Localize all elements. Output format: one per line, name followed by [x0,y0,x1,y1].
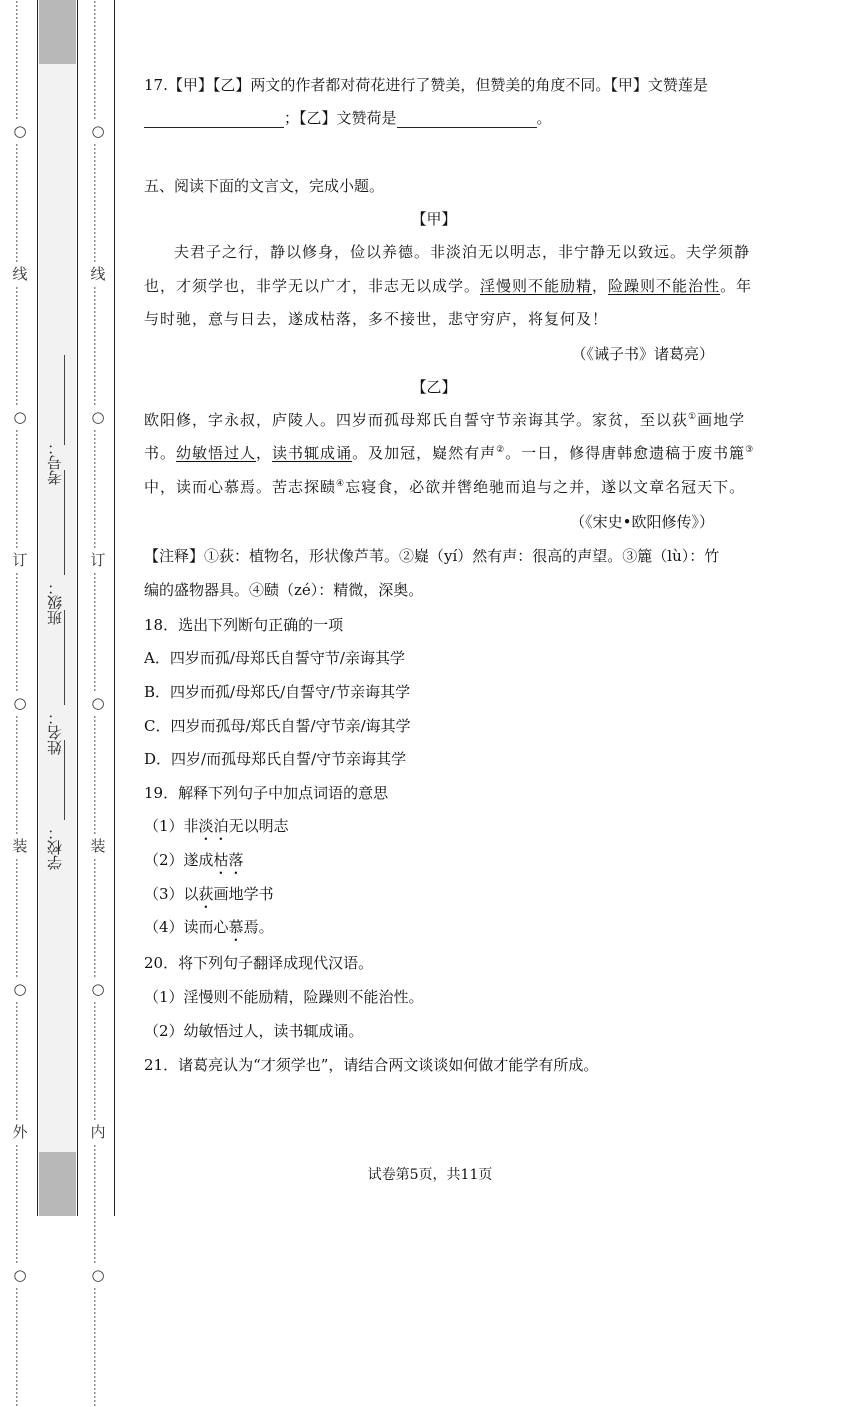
yi-line1-end: 画地学 [697,411,746,429]
binding-rule-left [37,0,38,1216]
yi-line2-d: 。一日，修得唐韩愈遗稿于废书簏 [505,444,746,462]
q18-stem: 18．选出下列断句正确的一项 [144,616,344,634]
q17-answer-blank-2[interactable] [397,113,537,128]
inner-nei-mark: 内 [90,1123,106,1141]
outer-line-mark: 线 [12,265,28,283]
name-blank [64,610,65,705]
q20-stem: 20．将下列句子翻译成现代汉语。 [144,954,374,972]
q19-item-4 [144,916,274,945]
q19-item-2 [144,849,244,878]
outer-circle-mark: ○ [13,122,27,140]
inner-circle-mark: ○ [91,122,105,140]
exam-number-label: 考号： [46,440,64,485]
q19-item-4-pre: （4）读而心 [144,918,229,936]
jia-line3: 与时驰，意与日去，遂成枯落，多不接世，悲守穷庐，将复何及！ [144,310,609,328]
jia-line2-a: 也，才须学也，非学无以广才，非志无以成学。 [144,277,481,295]
inner-zhuang-mark: 装 [90,837,106,855]
binding-margin [0,0,116,1407]
q17-mid-text: ；【乙】文赞荷是 [284,109,397,127]
school-blank [64,740,65,820]
q17-line1: 17.【甲】【乙】两文的作者都对荷花进行了赞美，但赞美的角度不同。【甲】文赞莲是 [144,76,708,94]
footnote-ref-1: ① [688,412,698,422]
outer-circle-mark: ○ [13,408,27,426]
inner-ding-mark: 订 [90,551,106,569]
binding-rule-right [114,0,115,1216]
inner-circle-mark: ○ [91,980,105,998]
q19-item-1 [144,815,289,844]
class-field[interactable] [44,580,72,625]
jia-line2 [144,275,752,296]
outer-circle-mark: ○ [13,980,27,998]
q19-item-2-dotted-word: 枯落 [213,851,244,869]
outer-circle-mark: ○ [13,694,27,712]
q17-line2 [144,107,552,128]
school-field[interactable] [44,825,72,870]
class-blank [64,470,65,575]
name-field[interactable] [44,710,72,755]
footnote-ref-2: ② [496,445,506,455]
exam-number-field[interactable] [44,440,72,485]
jia-title: 【甲】 [411,210,457,228]
yi-line2-c: 。及加冠，嶷然有声 [352,444,497,462]
q18-option-d[interactable]: D．四岁/而孤母郑氏自誓/守节亲诲其学 [144,750,407,768]
q17-answer-blank-1[interactable] [144,113,284,128]
yi-line3 [144,476,745,497]
outer-seal-line: ………………………… ○ ………………………… 线 ………………………… ○ ………………………… 订 ………………………… ○ ………………………… 装 ………………………… ○ ………………………… 外 ………………………… ○ ………………………… [12,0,28,1407]
q19-item-4-dotted-word: 慕 [228,918,244,936]
q19-item-1-post: 无以明志 [228,817,289,835]
jia-source: （《诫子书》诸葛亮） [571,345,714,363]
q19-stem: 19．解释下列句子中加点词语的意思 [144,784,389,802]
notes-line2: 编的盛物器具。④赜（zé）：精微，深奥。 [144,581,424,599]
q19-item-1-pre: （1）非 [144,817,199,835]
q17-end-text: 。 [536,109,552,127]
binding-rule-middle [77,0,78,1216]
outer-wai-mark: 外 [12,1123,28,1141]
yi-line3-a: 中，读而心慕焉。苦志探赜 [144,478,337,496]
outer-ding-mark: 订 [12,551,28,569]
footnote-ref-4: ④ [336,479,346,489]
inner-seal-line: ………………………… ○ ………………………… 线 ………………………… ○ ………………………… 订 ………………………… ○ ………………………… 装 ………………………… ○ ………………………… 内 ………………………… ○ ………………………… [90,0,106,1407]
q19-item-3 [144,883,274,912]
yi-line2 [144,442,754,463]
yi-source: （《宋史•欧阳修传》） [570,513,714,531]
yi-underlined-phrase-2: 读书辄成诵 [272,444,353,462]
inner-circle-mark: ○ [91,1266,105,1284]
class-label: 班级： [46,580,64,625]
q20-item-2: （2）幼敏悟过人，读书辄成诵。 [144,1022,364,1040]
page-footer: 试卷第5页，共11页 [367,1167,493,1183]
binding-gray-top [39,0,76,64]
q18-option-b[interactable]: B．四岁而孤/母郑氏/自誓守/节亲诲其学 [144,683,411,701]
jia-underlined-phrase-2: 险躁则不能治性 [608,277,721,295]
inner-circle-mark: ○ [91,694,105,712]
school-label: 学校： [46,825,64,870]
q20-item-1: （1）淫慢则不能励精，险躁则不能治性。 [144,988,424,1006]
q19-item-3-pre: （3）以 [144,885,199,903]
q18-option-a[interactable]: A．四岁而孤/母郑氏自誓守节/亲诲其学 [144,649,405,667]
exam-number-blank [64,355,65,445]
name-label: 姓名： [46,710,64,755]
jia-line1: 夫君子之行，静以修身，俭以养德。非淡泊无以明志，非宁静无以致远。夫学须静 [174,243,751,261]
q19-item-3-post: 画地学书 [213,885,274,903]
yi-line2-b: ， [256,444,273,462]
jia-underlined-phrase-1: 淫慢则不能励精 [480,277,593,295]
yi-line3-b: 忘寝食，必欲并辔绝驰而追与之并，遂以文章名冠天下。 [345,478,746,496]
inner-circle-mark: ○ [91,408,105,426]
q21-stem: 21．诸葛亮认为“才须学也”，请结合两文谈谈如何做才能学有所成。 [144,1056,599,1074]
q19-item-2-pre: （2）遂成 [144,851,214,869]
q18-option-c[interactable]: C．四岁而孤母/郑氏自誓/守节亲/诲其学 [144,717,411,735]
yi-underlined-phrase-1: 幼敏悟过人 [176,444,257,462]
q19-item-3-dotted-word: 荻 [198,885,214,903]
jia-line2-b: ， [592,277,609,295]
outer-circle-mark: ○ [13,1266,27,1284]
yi-line2-a: 书。 [144,444,177,462]
outer-zhuang-mark: 装 [12,837,28,855]
q19-item-4-post: 焉。 [243,918,274,936]
footnote-ref-3: ③ [745,445,755,455]
yi-line1-text: 欧阳修，字永叔，庐陵人。四岁而孤母郑氏自誓守节亲诲其学。家贫，至以荻 [144,411,689,429]
yi-title: 【乙】 [411,378,457,396]
binding-gray-bottom [39,1152,76,1216]
inner-line-mark: 线 [90,265,106,283]
notes-line1: 【注释】①荻：植物名，形状像芦苇。②嶷（yí）然有声：很高的声望。③簏（lù）：竹 [144,547,720,565]
jia-line2-c: 。年 [720,277,753,295]
yi-line1 [144,409,745,430]
q19-item-1-dotted-word: 淡泊 [198,817,229,835]
section5-heading: 五、阅读下面的文言文，完成小题。 [144,177,385,195]
